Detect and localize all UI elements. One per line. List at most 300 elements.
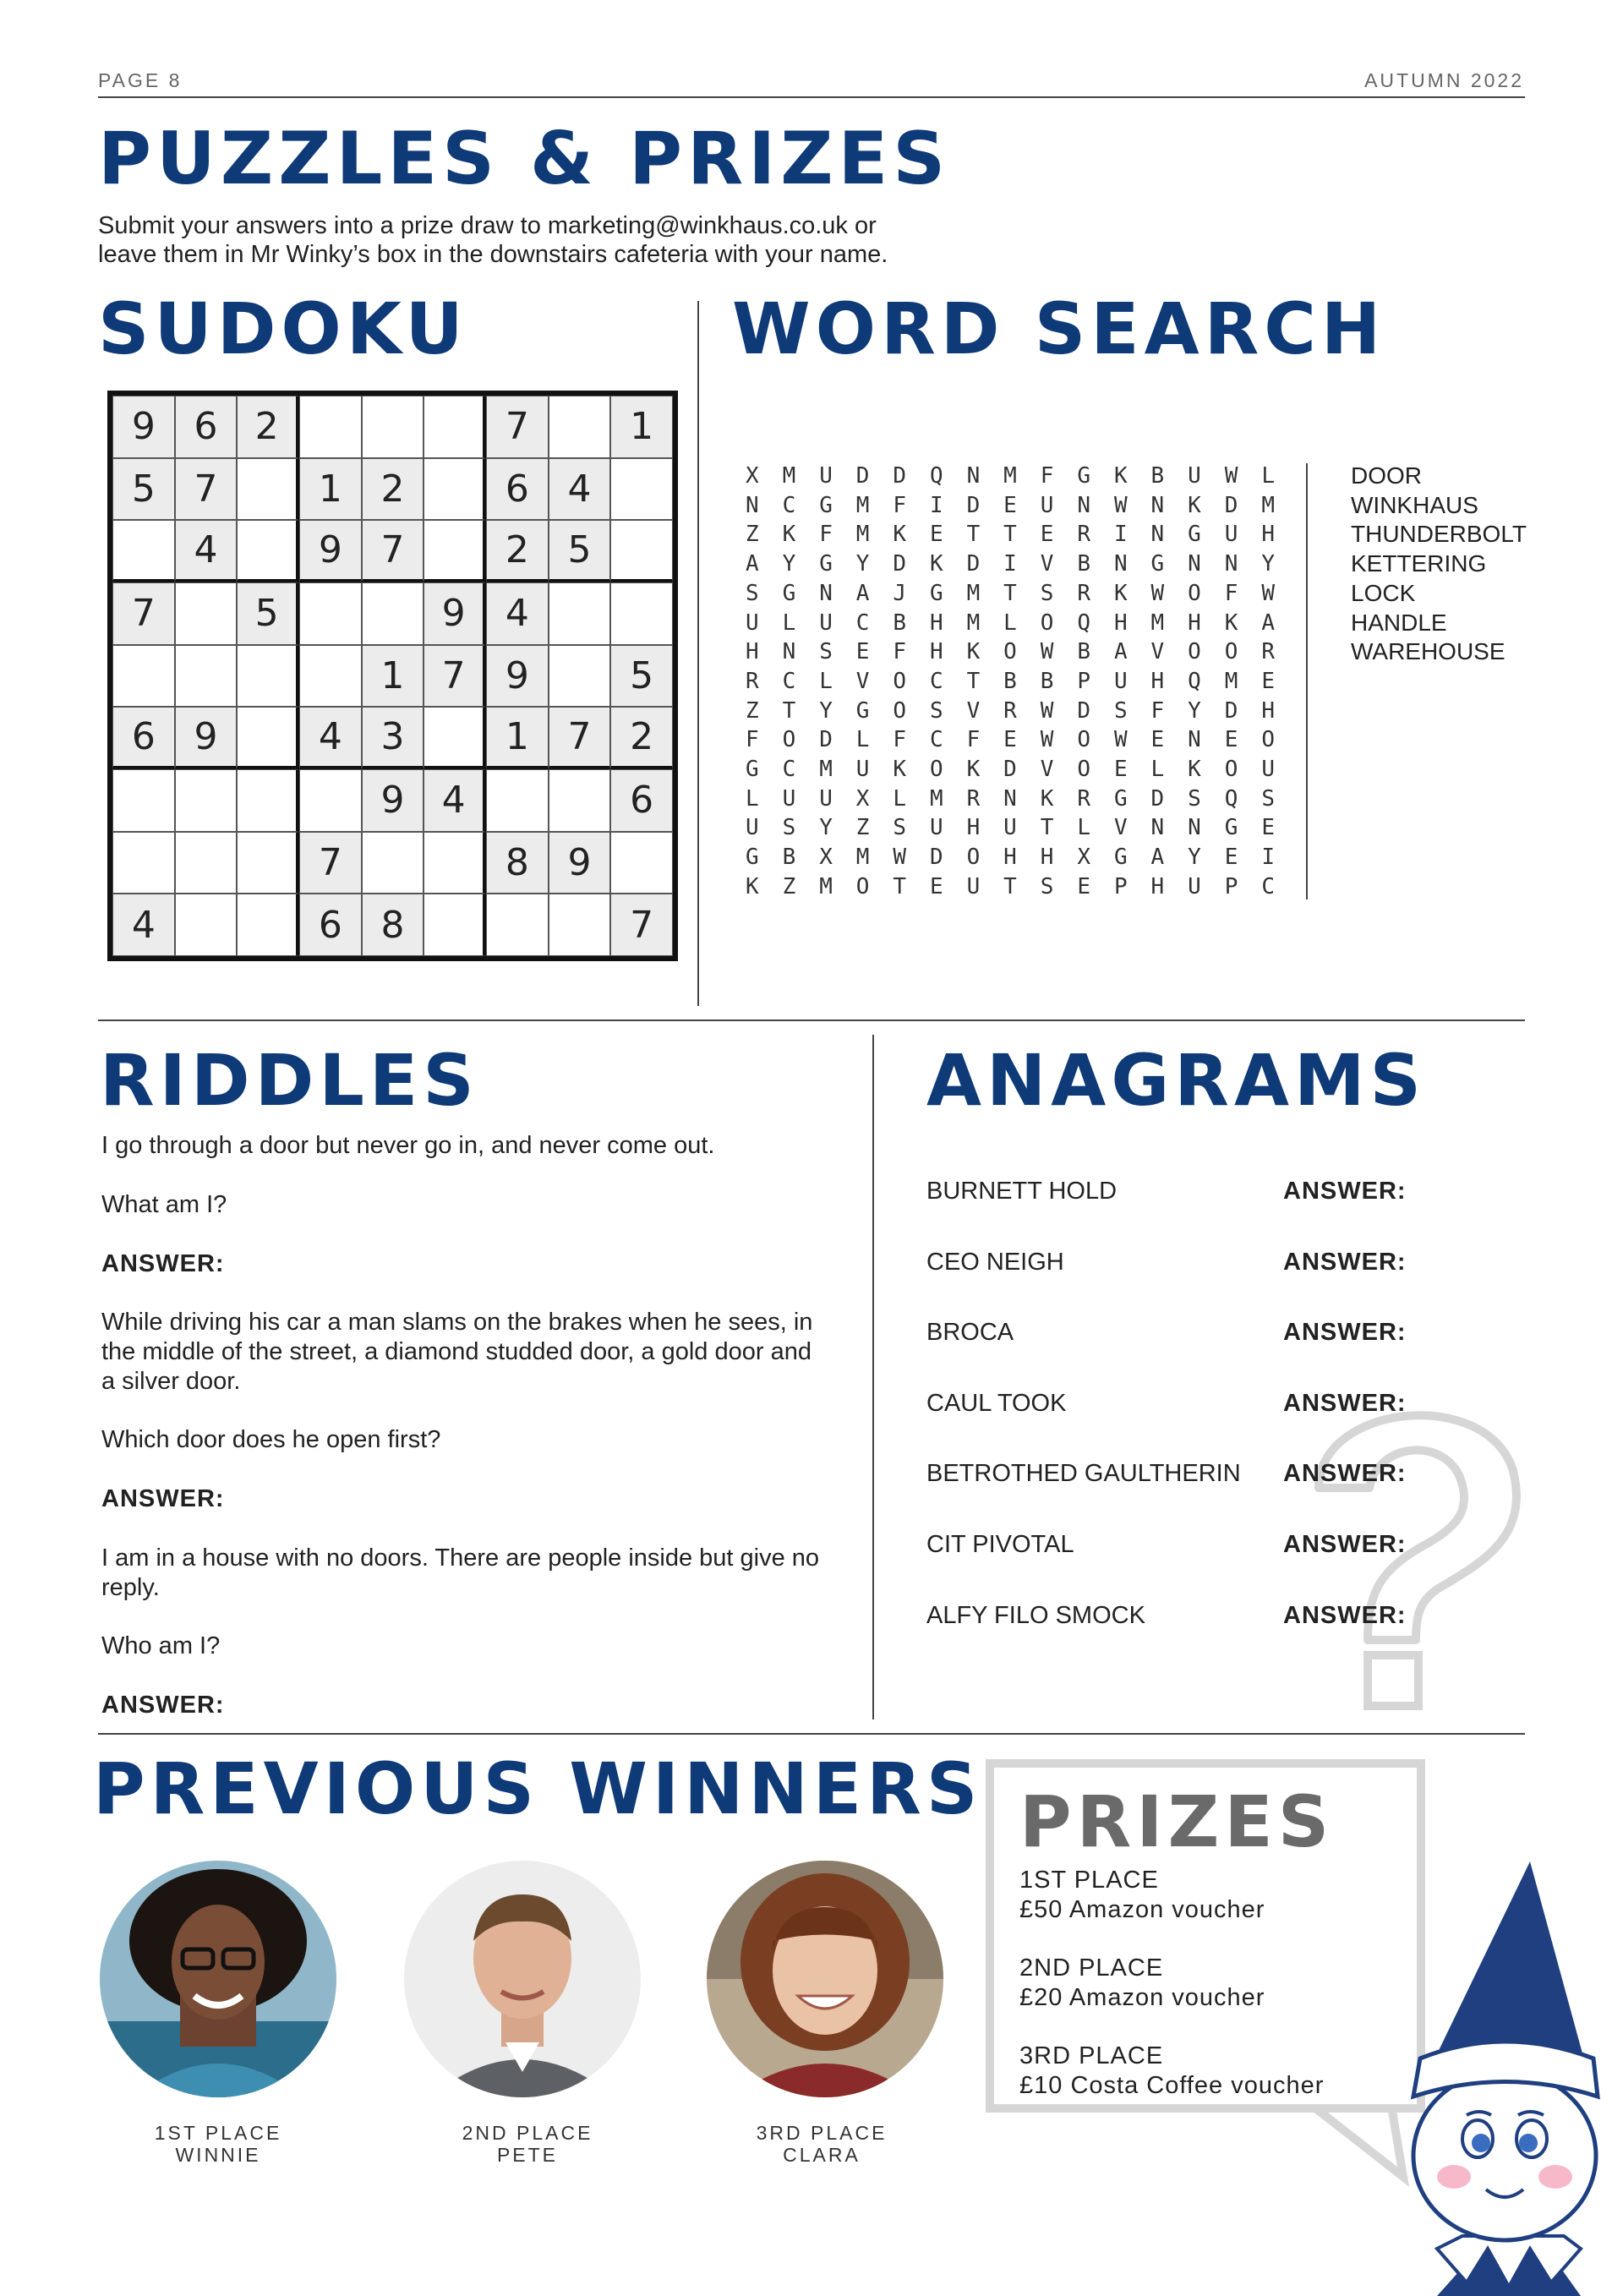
word-search-letter: Q xyxy=(1188,668,1201,694)
word-search-letter: G xyxy=(1077,463,1090,489)
word-search-letter: B xyxy=(893,610,907,636)
word-search-letter: O xyxy=(1040,610,1054,636)
word-search-letter: D xyxy=(929,845,943,871)
word-search-letter: Y xyxy=(1261,551,1275,577)
word-search-letter: O xyxy=(1077,757,1090,783)
word-search-letter: T xyxy=(966,668,981,694)
word-search-heading: WORD SEARCH xyxy=(732,287,1386,370)
word-search-letter: T xyxy=(966,522,981,548)
word-search-letter: E xyxy=(1261,668,1275,694)
word-search-letter: O xyxy=(855,873,870,899)
header-rule xyxy=(98,96,1525,98)
word-search-letter: E xyxy=(1224,727,1238,753)
sudoku-cell[interactable] xyxy=(549,396,611,458)
sudoku-cell[interactable] xyxy=(112,832,175,894)
word-search-letter: S xyxy=(819,639,833,665)
sudoku-divider xyxy=(697,301,699,1006)
riddle-3-answer-label: ANSWER: xyxy=(101,1692,225,1719)
winners-heading: PREVIOUS WINNERS xyxy=(93,1747,983,1830)
word-search-letter: M xyxy=(1261,492,1275,518)
sudoku-cell: 1 xyxy=(299,458,362,521)
section-rule-1 xyxy=(98,1020,1525,1021)
word-search-row xyxy=(746,520,1298,549)
word-search-letter: V xyxy=(1040,757,1054,783)
word-search-letter: S xyxy=(746,580,759,606)
sudoku-cell[interactable] xyxy=(549,769,611,832)
word-search-letter: Y xyxy=(782,551,796,577)
word-search-letter: R xyxy=(1261,639,1275,665)
sudoku-cell[interactable] xyxy=(237,458,299,521)
word-search-letter: O xyxy=(1224,639,1238,665)
prize-2-place: 2ND PLACE xyxy=(1019,1954,1164,1982)
word-search-letter: E xyxy=(1113,757,1128,783)
sudoku-cell: 4 xyxy=(299,707,362,769)
word-search-letter: T xyxy=(1003,873,1017,899)
word-search-letter: H xyxy=(1150,873,1165,899)
word-search-letter: E xyxy=(1261,815,1275,841)
winner-3-caption xyxy=(695,2122,948,2166)
word-search-letter: Y xyxy=(819,697,833,724)
anagram-answer-label: ANSWER: xyxy=(1283,1319,1407,1347)
word-search-letter: G xyxy=(782,580,796,606)
sudoku-cell: 2 xyxy=(486,520,549,582)
word-search-row xyxy=(746,637,1298,667)
sudoku-cell: 3 xyxy=(362,707,424,769)
word-search-letter: N xyxy=(819,580,833,606)
word-search-letter: I xyxy=(929,492,943,518)
sudoku-cell: 5 xyxy=(549,520,611,582)
anagram-clue: BETROTHED GAULTHERIN xyxy=(926,1460,1241,1488)
word-search-letter: O xyxy=(966,845,981,871)
word-search-letter: H xyxy=(929,639,943,665)
sudoku-cell[interactable] xyxy=(362,396,424,458)
word-list-divider xyxy=(1306,463,1308,899)
word-search-letter: Z xyxy=(746,697,759,724)
word-search-letter: C xyxy=(929,727,943,753)
sudoku-cell[interactable] xyxy=(175,582,238,645)
sudoku-cell[interactable] xyxy=(299,769,362,832)
word-search-letter: A xyxy=(746,551,759,577)
sudoku-cell: 6 xyxy=(299,894,362,956)
word-search-letter: U xyxy=(819,785,833,812)
winner-2-place: 2ND PLACE xyxy=(462,2122,593,2144)
anagram-answer-label: ANSWER: xyxy=(1283,1601,1407,1629)
word-search-letter: G xyxy=(746,757,759,783)
word-search-row xyxy=(746,549,1298,579)
word-search-letter: A xyxy=(1113,639,1128,665)
sudoku-cell[interactable] xyxy=(112,645,175,708)
word-search-letter: J xyxy=(893,580,907,606)
sudoku-cell[interactable] xyxy=(112,520,175,582)
word-search-letter: M xyxy=(1224,668,1238,694)
word-search-letter: M xyxy=(929,785,943,812)
word-search-letter: L xyxy=(1150,757,1165,783)
winner-1-caption xyxy=(91,2122,345,2166)
sudoku-cell[interactable] xyxy=(362,832,424,894)
sudoku-cell[interactable] xyxy=(299,645,362,708)
word-search-letter: Q xyxy=(929,463,943,489)
word-search-letter: K xyxy=(782,522,796,548)
page-title: PUZZLES & PRIZES xyxy=(98,117,951,201)
word-search-letter: O xyxy=(1224,757,1238,783)
word-search-letter: D xyxy=(1003,757,1017,783)
word-search-letter: E xyxy=(855,639,870,665)
sudoku-cell: 4 xyxy=(175,520,238,582)
word-search-letter: Y xyxy=(1188,845,1201,871)
word-search-letter: Q xyxy=(1224,785,1238,812)
word-search-letter: T xyxy=(782,697,796,724)
sudoku-cell[interactable] xyxy=(237,520,299,582)
word-search-letter: F xyxy=(1150,697,1165,724)
sudoku-cell[interactable] xyxy=(486,894,549,956)
word-search-letter: D xyxy=(966,551,981,577)
word-search-letter: V xyxy=(855,668,870,694)
word-search-letter: Z xyxy=(746,522,759,548)
winner-1-place: 1ST PLACE xyxy=(154,2122,282,2144)
sudoku-cell: 7 xyxy=(486,396,549,458)
sudoku-cell: 2 xyxy=(610,707,673,769)
sudoku-cell[interactable] xyxy=(299,582,362,645)
word-search-letter: W xyxy=(1040,727,1054,753)
word-search-letter: E xyxy=(1150,727,1165,753)
winner-2-name: PETE xyxy=(496,2144,559,2166)
word-search-letter: H xyxy=(966,815,981,841)
riddles-divider xyxy=(872,1035,874,1719)
section-rule-2 xyxy=(98,1733,1525,1735)
word-search-letter: L xyxy=(1003,610,1017,636)
word-search-letter: V xyxy=(966,697,981,724)
sudoku-cell[interactable] xyxy=(610,520,673,582)
word-search-letter: M xyxy=(855,522,870,548)
sudoku-cell: 5 xyxy=(237,582,299,645)
anagram-clue: CAUL TOOK xyxy=(926,1389,1067,1417)
word-search-letter: B xyxy=(1003,668,1017,694)
word-search-letter: S xyxy=(1040,873,1054,899)
winner-3-photo xyxy=(707,1861,943,2097)
sudoku-cell[interactable] xyxy=(610,582,673,645)
prizes-box xyxy=(986,1759,1425,2113)
word-list xyxy=(1351,462,1527,667)
word-search-letter: P xyxy=(1224,873,1238,899)
sudoku-cell[interactable] xyxy=(237,707,299,769)
sudoku-cell[interactable] xyxy=(424,894,486,956)
word-search-letter: S xyxy=(1113,697,1128,724)
sudoku-cell[interactable] xyxy=(424,832,486,894)
word-search-letter: D xyxy=(1077,697,1090,724)
word-search-letter: G xyxy=(929,580,943,606)
word-search-letter: B xyxy=(1077,551,1090,577)
riddle-3-prompt: Who am I? xyxy=(101,1632,221,1659)
word-search-letter: C xyxy=(782,668,796,694)
sudoku-cell: 9 xyxy=(424,582,486,645)
sudoku-cell: 9 xyxy=(112,396,175,458)
sudoku-cell: 4 xyxy=(112,894,175,956)
word-search-letter: G xyxy=(1150,551,1165,577)
word-search-letter: Q xyxy=(1077,610,1090,636)
word-search-letter: B xyxy=(1077,639,1090,665)
word-search-letter: X xyxy=(746,463,759,489)
sudoku-cell: 7 xyxy=(549,707,611,769)
word-search-letter: S xyxy=(1261,785,1275,812)
sudoku-cell: 6 xyxy=(112,707,175,769)
sudoku-cell[interactable] xyxy=(175,832,238,894)
word-search-letter: E xyxy=(1077,873,1090,899)
word-search-letter: V xyxy=(1113,815,1128,841)
sudoku-cell: 8 xyxy=(486,832,549,894)
sudoku-cell[interactable] xyxy=(237,769,299,832)
word-search-letter: V xyxy=(1150,639,1165,665)
word-search-letter: S xyxy=(782,815,796,841)
word-search-letter: Z xyxy=(855,815,870,841)
sudoku-cell[interactable] xyxy=(424,707,486,769)
word-search-letter: T xyxy=(1003,522,1017,548)
word-search-letter: F xyxy=(893,639,907,665)
winner-1-photo xyxy=(100,1861,336,2097)
sudoku-cell[interactable] xyxy=(112,769,175,832)
sudoku-cell[interactable] xyxy=(175,769,238,832)
sudoku-cell: 7 xyxy=(424,645,486,708)
word-search-letter: F xyxy=(966,727,981,753)
word-search-letter: Y xyxy=(855,551,870,577)
sudoku-cell: 1 xyxy=(362,645,424,708)
word-search-letter: D xyxy=(966,492,981,518)
word-search-letter: U xyxy=(1261,757,1275,783)
sudoku-cell: 5 xyxy=(610,645,673,708)
word-search-letter: X xyxy=(1077,845,1090,871)
word-search-letter: P xyxy=(1077,668,1090,694)
word-search-letter: R xyxy=(1077,580,1090,606)
word-search-letter: B xyxy=(1040,668,1054,694)
word-search-letter: G xyxy=(819,551,833,577)
word-search-letter: N xyxy=(1113,551,1128,577)
anagram-answer-label: ANSWER: xyxy=(1283,1460,1407,1488)
word-search-letter: W xyxy=(1224,463,1238,489)
sudoku-cell: 1 xyxy=(486,707,549,769)
word-search-letter: U xyxy=(819,610,833,636)
sudoku-cell[interactable] xyxy=(175,894,238,956)
word-search-letter: A xyxy=(855,580,870,606)
word-search-letter: D xyxy=(1224,492,1238,518)
word-search-letter: A xyxy=(1261,610,1275,636)
word-search-letter: L xyxy=(855,727,870,753)
word-search-letter: T xyxy=(1040,815,1054,841)
sudoku-cell[interactable] xyxy=(610,458,673,521)
word-search-letter: M xyxy=(966,610,981,636)
word-search-letter: U xyxy=(1188,873,1201,899)
sudoku-cell[interactable] xyxy=(549,645,611,708)
word-search-letter: U xyxy=(855,757,870,783)
winner-1-name: WINNIE xyxy=(175,2144,261,2166)
word-search-letter: F xyxy=(893,727,907,753)
sudoku-cell: 4 xyxy=(549,458,611,521)
word-search-letter: E xyxy=(1224,845,1238,871)
page-number: PAGE 8 xyxy=(98,69,183,91)
word-search-letter: W xyxy=(1113,727,1128,753)
word-search-letter: U xyxy=(1003,815,1017,841)
word-search-letter: L xyxy=(893,785,907,812)
intro-line-2: leave them in Mr Winky’s box in the downstairs cafeteria with your name. xyxy=(98,241,888,268)
word-search-letter: U xyxy=(819,463,833,489)
word-search-letter: L xyxy=(819,668,833,694)
word-search-letter: K xyxy=(746,873,759,899)
word-search-letter: H xyxy=(1150,668,1165,694)
word-search-letter: K xyxy=(1188,492,1201,518)
word-search-letter: U xyxy=(746,610,759,636)
prize-3-place: 3RD PLACE xyxy=(1019,2042,1164,2069)
word-search-letter: N xyxy=(1188,551,1201,577)
sudoku-cell: 9 xyxy=(299,520,362,582)
sudoku-cell[interactable] xyxy=(424,520,486,582)
word-search-letter: X xyxy=(855,785,870,812)
word-search-letter: T xyxy=(893,873,907,899)
word-list-item: WINKHAUS xyxy=(1351,491,1478,518)
word-search-letter: U xyxy=(1224,522,1238,548)
word-search-letter: H xyxy=(1113,610,1128,636)
sudoku-cell[interactable] xyxy=(610,832,673,894)
word-search-letter: M xyxy=(819,757,833,783)
word-search-letter: K xyxy=(893,522,907,548)
word-search-letter: U xyxy=(1113,668,1128,694)
sudoku-cell: 6 xyxy=(486,458,549,521)
word-search-letter: W xyxy=(1150,580,1165,606)
word-search-letter: I xyxy=(1261,845,1275,871)
sudoku-cell[interactable] xyxy=(424,458,486,521)
word-search-letter: S xyxy=(1188,785,1201,812)
word-search-letter: E xyxy=(1003,727,1017,753)
sudoku-cell[interactable] xyxy=(175,645,238,708)
word-search-letter: N xyxy=(1150,492,1165,518)
word-search-letter: R xyxy=(746,668,759,694)
word-search-letter: H xyxy=(929,610,943,636)
word-search-letter: L xyxy=(782,610,796,636)
word-search-letter: D xyxy=(1224,697,1238,724)
anagram-answer-label: ANSWER: xyxy=(1283,1531,1407,1558)
word-search-letter: O xyxy=(1261,727,1275,753)
word-search-letter: L xyxy=(746,785,759,812)
word-search-letter: S xyxy=(929,697,943,724)
word-search-letter: M xyxy=(1003,463,1017,489)
sudoku-cell: 2 xyxy=(362,458,424,521)
riddle-1-prompt: What am I? xyxy=(101,1191,227,1218)
anagram-answer-label: ANSWER: xyxy=(1283,1178,1407,1205)
word-list-item: KETTERING xyxy=(1351,550,1487,577)
word-search-letter: O xyxy=(1188,580,1201,606)
sudoku-cell[interactable] xyxy=(299,396,362,458)
winner-2-photo xyxy=(404,1861,641,2097)
word-search-letter: O xyxy=(929,757,943,783)
word-search-letter: K xyxy=(929,551,943,577)
word-search-letter: F xyxy=(1224,580,1238,606)
word-search-letter: F xyxy=(819,522,833,548)
anagram-clue: ALFY FILO SMOCK xyxy=(926,1601,1145,1629)
word-search-letter: N xyxy=(746,492,759,518)
word-search-letter: F xyxy=(746,727,759,753)
word-search-letter: N xyxy=(1003,785,1017,812)
anagram-answer-label: ANSWER: xyxy=(1283,1389,1407,1417)
sudoku-cell: 6 xyxy=(175,396,238,458)
word-search-letter: O xyxy=(1003,639,1017,665)
anagram-clue: BROCA xyxy=(926,1319,1014,1347)
word-search-letter: O xyxy=(1188,639,1201,665)
word-search-letter: U xyxy=(782,785,796,812)
word-search-letter: R xyxy=(1077,785,1090,812)
word-search-letter: C xyxy=(782,757,796,783)
sudoku-cell[interactable] xyxy=(237,894,299,956)
sudoku-cell: 7 xyxy=(610,894,673,956)
sudoku-cell: 7 xyxy=(362,520,424,582)
word-search-letter: O xyxy=(893,668,907,694)
word-list-item: DOOR xyxy=(1351,462,1422,489)
word-search-letter: W xyxy=(893,845,907,871)
word-search-letter: N xyxy=(966,463,981,489)
word-search-letter: Y xyxy=(819,815,833,841)
word-search-letter: I xyxy=(1003,551,1017,577)
word-search-letter: E xyxy=(929,522,943,548)
sudoku-cell[interactable] xyxy=(237,832,299,894)
word-search-letter: E xyxy=(929,873,943,899)
riddles-heading: RIDDLES xyxy=(100,1039,479,1122)
word-search-letter: H xyxy=(746,639,759,665)
sudoku-cell[interactable] xyxy=(549,582,611,645)
word-search-letter: Y xyxy=(1188,697,1201,724)
word-list-item: LOCK xyxy=(1351,579,1416,606)
riddle-3-question: I am in a house with no doors. There are people inside but give no reply. xyxy=(101,1544,820,1601)
word-search-letter: H xyxy=(1261,522,1275,548)
word-search-letter: K xyxy=(893,757,907,783)
word-list-item: THUNDERBOLT xyxy=(1351,521,1527,548)
sudoku-cell[interactable] xyxy=(549,894,611,956)
word-search-letter: C xyxy=(855,610,870,636)
intro-line-1: Submit your answers into a prize draw to marketing@winkhaus.co.uk or xyxy=(98,212,877,239)
sudoku-cell[interactable] xyxy=(362,582,424,645)
word-search-letter: K xyxy=(966,757,981,783)
sudoku-cell: 4 xyxy=(486,582,549,645)
word-search-letter: W xyxy=(1261,580,1275,606)
word-search-letter: N xyxy=(782,639,796,665)
word-search-row xyxy=(746,872,1298,902)
sudoku-cell[interactable] xyxy=(424,396,486,458)
anagram-clue: BURNETT HOLD xyxy=(926,1178,1118,1205)
sudoku-cell[interactable] xyxy=(486,769,549,832)
sudoku-cell: 2 xyxy=(237,396,299,458)
word-search-letter: G xyxy=(1188,522,1201,548)
sudoku-cell[interactable] xyxy=(237,645,299,708)
riddle-2-answer-label: ANSWER: xyxy=(101,1485,225,1512)
word-search-row xyxy=(746,697,1298,726)
sudoku-cell: 4 xyxy=(424,769,486,832)
word-search-letter: R xyxy=(966,785,981,812)
word-search-letter: G xyxy=(855,697,870,724)
word-search-letter: F xyxy=(1040,463,1054,489)
word-search-letter: K xyxy=(1040,785,1054,812)
word-search-letter: N xyxy=(1224,551,1238,577)
word-search-letter: N xyxy=(1188,727,1201,753)
word-search-letter: H xyxy=(1188,610,1201,636)
word-search-letter: M xyxy=(1150,610,1165,636)
word-search-letter: O xyxy=(1077,727,1090,753)
word-search-letter: N xyxy=(1150,522,1165,548)
word-search-letter: K xyxy=(1113,463,1128,489)
anagram-clue: CEO NEIGH xyxy=(926,1248,1064,1276)
word-search-letter: T xyxy=(1003,580,1017,606)
word-search-letter: G xyxy=(1113,785,1128,812)
winner-3-place: 3RD PLACE xyxy=(756,2122,888,2144)
riddle-1-question: I go through a door but never go in, and never come out. xyxy=(101,1132,715,1159)
sudoku-cell: 1 xyxy=(610,396,673,458)
prize-1-place: 1ST PLACE xyxy=(1019,1867,1159,1894)
sudoku-cell: 6 xyxy=(610,769,673,832)
sudoku-cell: 9 xyxy=(362,769,424,832)
